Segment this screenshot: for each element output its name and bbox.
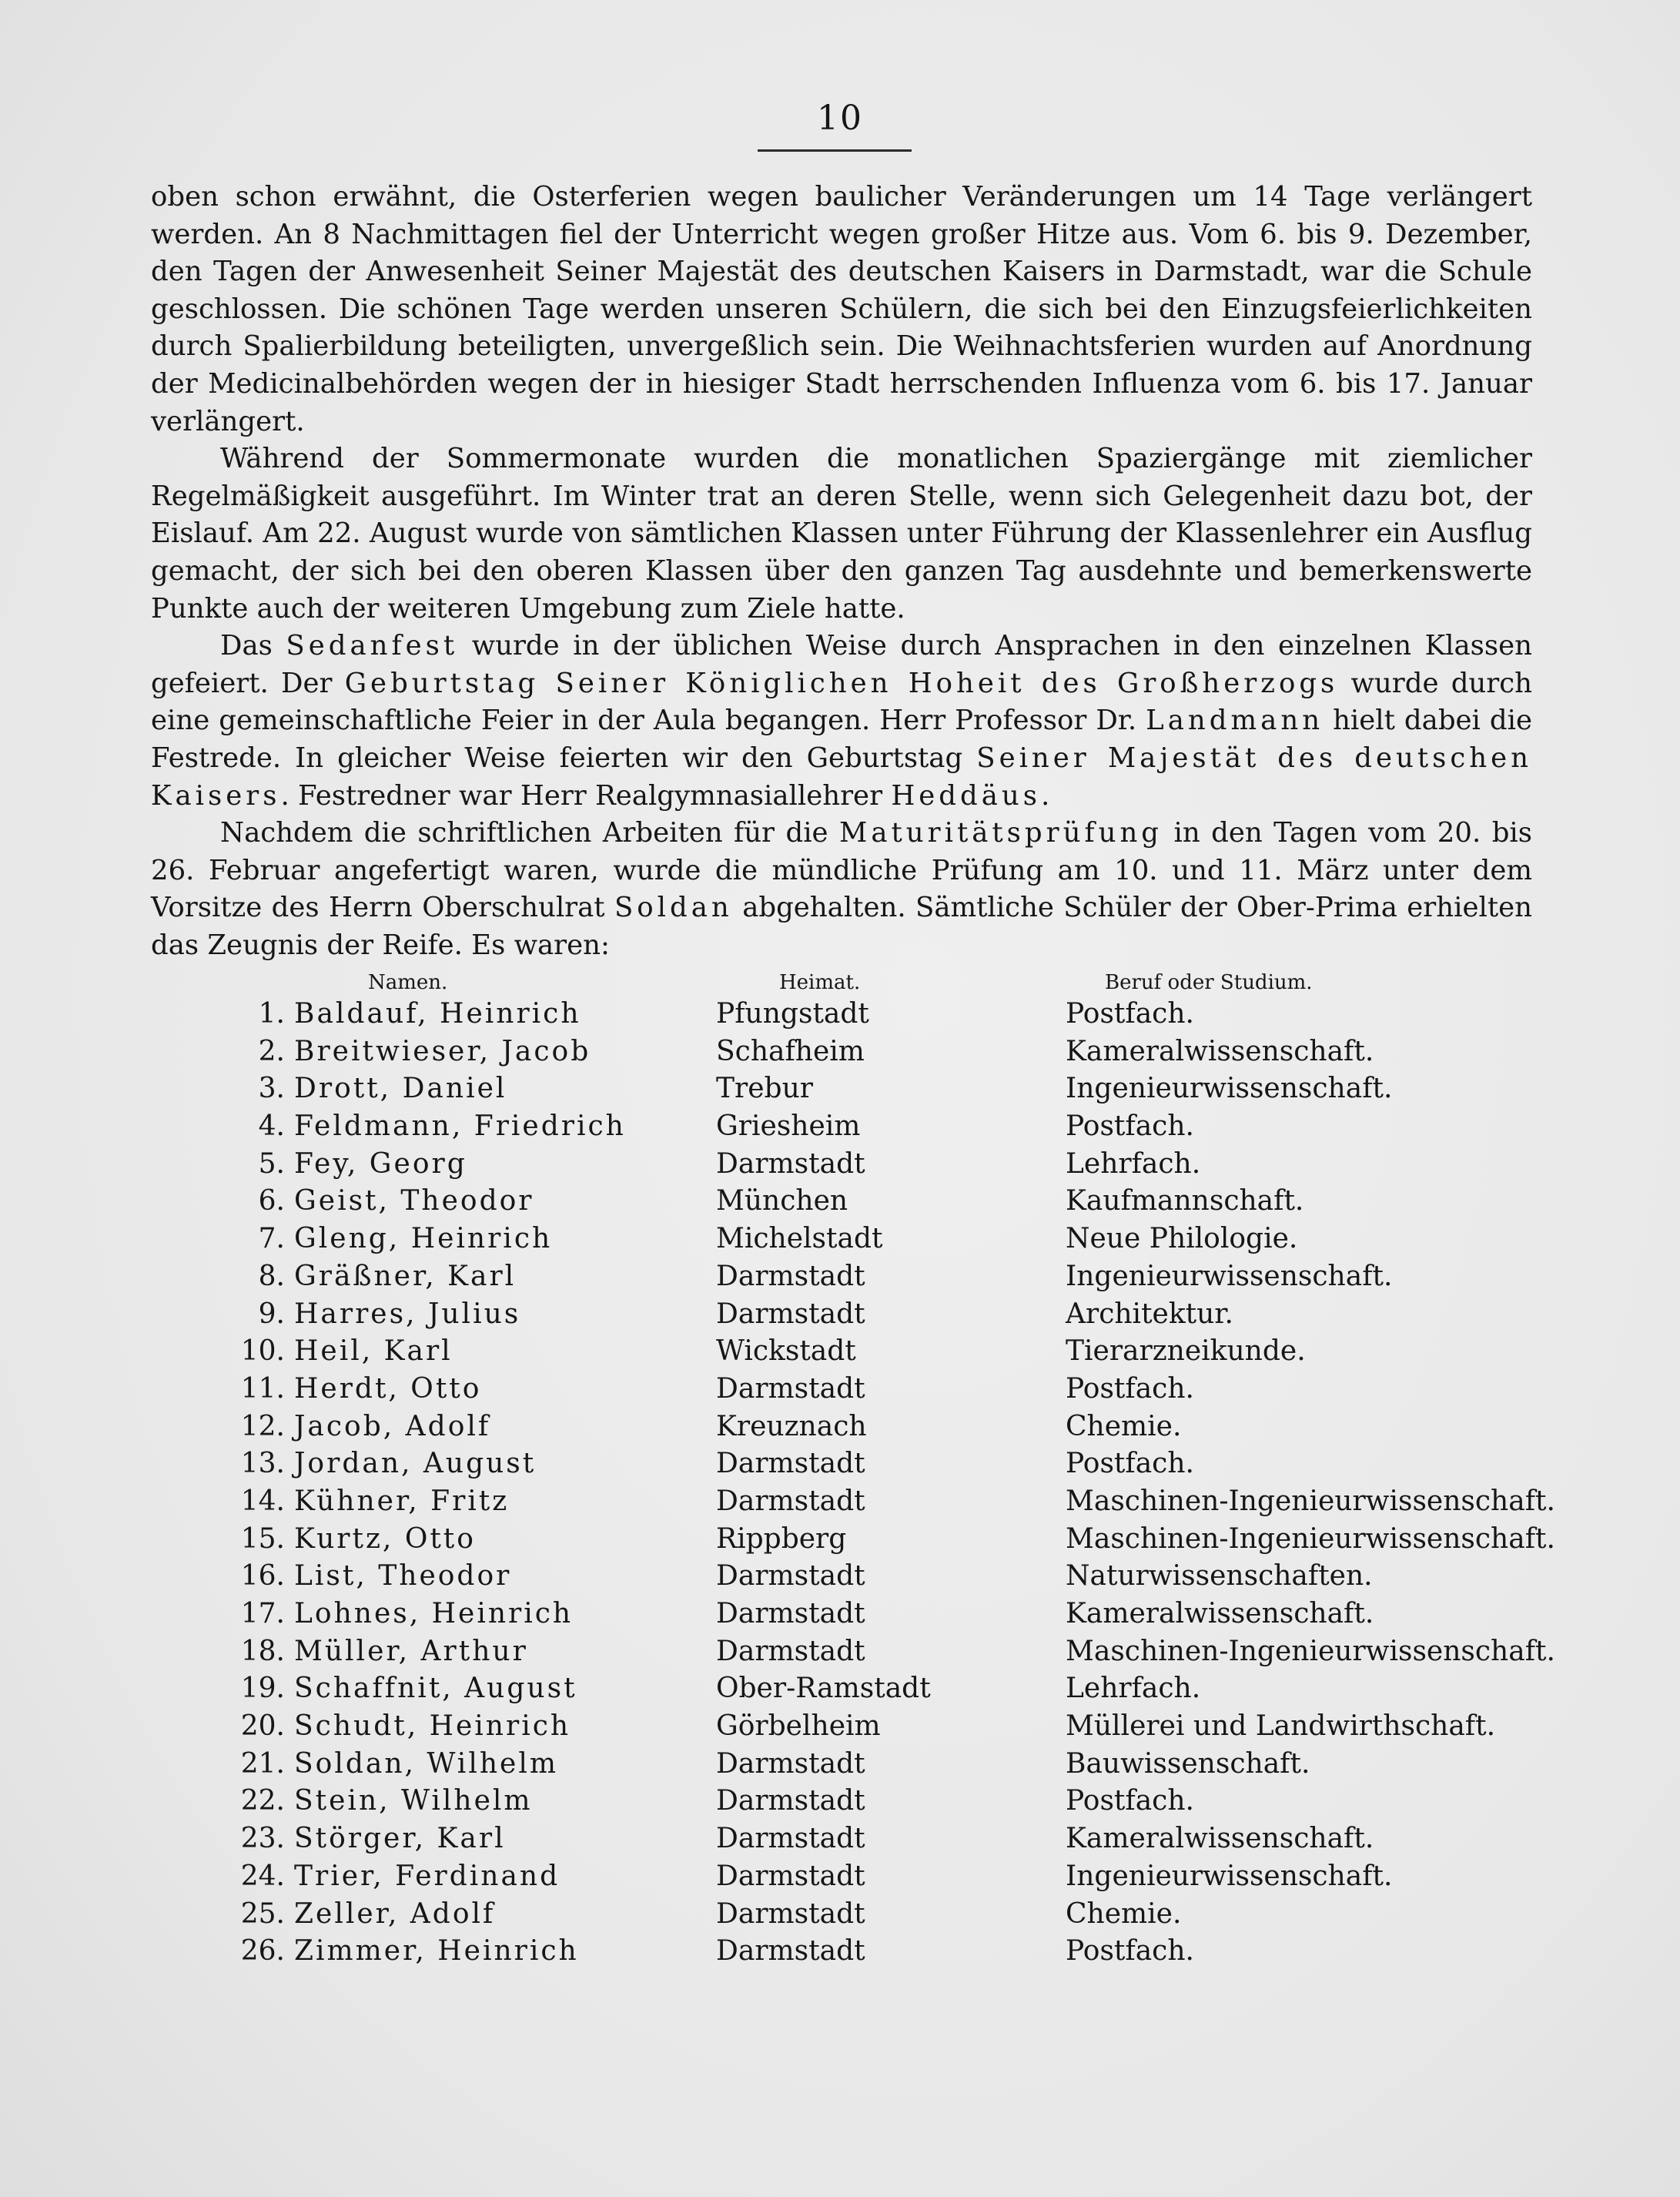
student-name: Drott, Daniel bbox=[294, 1073, 507, 1105]
row-number: 20. bbox=[240, 1710, 285, 1743]
table-row bbox=[0, 1144, 1680, 1181]
student-name: Jordan, August bbox=[294, 1448, 537, 1480]
row-number: 3. bbox=[258, 1073, 285, 1105]
table-row bbox=[0, 1706, 1680, 1743]
student-home: Görbelheim bbox=[716, 1710, 881, 1743]
table-row bbox=[0, 1668, 1680, 1706]
student-home: Darmstadt bbox=[716, 1448, 865, 1480]
table-row bbox=[0, 1743, 1680, 1781]
emphasis-soldan: Soldan bbox=[614, 892, 733, 924]
student-home: Kreuznach bbox=[716, 1410, 867, 1442]
student-name: Störger, Karl bbox=[294, 1823, 506, 1855]
student-profession: Kameralwissenschaft. bbox=[1066, 1598, 1374, 1629]
emphasis-heddaeus: Heddäus bbox=[891, 779, 1041, 812]
table-row bbox=[0, 1519, 1680, 1556]
student-profession: Kameralwissenschaft. bbox=[1066, 1823, 1374, 1855]
student-home: Darmstadt bbox=[716, 1485, 865, 1517]
student-name: Kühner, Fritz bbox=[294, 1485, 510, 1517]
student-profession: Postfach. bbox=[1066, 1448, 1194, 1480]
row-number: 16. bbox=[240, 1560, 285, 1592]
table-row bbox=[0, 1481, 1680, 1519]
table-row bbox=[0, 1406, 1680, 1444]
text-run: Das bbox=[220, 630, 286, 662]
table-row bbox=[0, 1294, 1680, 1331]
row-number: 4. bbox=[258, 1110, 285, 1143]
table-row bbox=[0, 1443, 1680, 1481]
student-home: Darmstadt bbox=[716, 1823, 865, 1855]
emphasis-maturitaetspruefung: Maturitätsprüfung bbox=[839, 817, 1163, 849]
table-row bbox=[0, 1106, 1680, 1144]
student-name: Stein, Wilhelm bbox=[294, 1785, 533, 1817]
student-profession: Postfach. bbox=[1066, 1372, 1194, 1405]
row-number: 26. bbox=[240, 1935, 285, 1968]
student-name: Breitwieser, Jacob bbox=[294, 1035, 591, 1067]
student-name: Harres, Julius bbox=[294, 1298, 521, 1330]
student-list bbox=[0, 993, 1680, 1968]
paragraph-excursions: Während der Sommermonate wurden die monatlichen Spaziergänge mit ziemlicher Regelmäßigkeit ausgeführt. Im Winter trat an deren Stelle, wenn sich Gelegenheit dazu bot, der Eislauf. Am 22. August wurde von sämtlichen Klassen unter Führung der Klassenlehrer ein Ausflug gemacht, der sich bei den oberen Klassen über den ganzen Tag ausdehnte und bemerkenswerte Punkte auch der weiteren Umgebung zum Ziele hatte. bbox=[151, 443, 1532, 625]
text-run: in den Tagen vom 20. bis 26. Februar angefertigt waren, wurde die mündliche Prüfung am 10. und 11. März unter dem Vorsitze des Herrn Oberschulrat bbox=[151, 817, 1532, 924]
student-name: Gleng, Heinrich bbox=[294, 1223, 553, 1255]
student-profession: Kaufmannschaft. bbox=[1066, 1185, 1304, 1217]
table-row bbox=[0, 1068, 1680, 1106]
student-name: List, Theodor bbox=[294, 1560, 512, 1592]
table-row bbox=[0, 1593, 1680, 1631]
student-name: Feldmann, Friedrich bbox=[294, 1110, 626, 1143]
student-profession: Tierarzneikunde. bbox=[1066, 1335, 1306, 1368]
row-number: 6. bbox=[258, 1185, 285, 1217]
student-name: Herdt, Otto bbox=[294, 1372, 482, 1405]
student-profession: Maschinen-Ingenieurwissenschaft. bbox=[1066, 1522, 1555, 1555]
row-number: 7. bbox=[258, 1223, 285, 1255]
text-run: . bbox=[1041, 779, 1050, 812]
student-name: Fey, Georg bbox=[294, 1147, 467, 1180]
row-number: 1. bbox=[258, 998, 285, 1030]
table-row bbox=[0, 1331, 1680, 1368]
emphasis-birthday-grand-duke: Geburtstag Seiner Königlichen Hoheit des Großherzogs bbox=[344, 667, 1339, 699]
student-profession: Lehrfach. bbox=[1066, 1673, 1201, 1705]
student-home: Darmstadt bbox=[716, 1635, 865, 1667]
paragraph-holidays: oben schon erwähnt, die Osterferien wegen baulicher Veränderungen um 14 Tage verlängert werden. An 8 Nachmittagen fiel der Unterricht wegen großer Hitze aus. Vom 6. bis 9. Dezember, den Tagen der Anwesenheit Seiner Majestät des deutschen Kaisers in Darmstadt, war die Schule geschlossen. Die schönen Tage werden unseren Schülern, die sich bei den Einzugsfeierlichkeiten durch Spalierbildung beteiligten, unvergeßlich sein. Die Weihnachtsferien wurden auf Anordnung der Medicinalbehörden wegen der in hiesiger Stadt herrschenden Influenza vom 6. bis 17. Januar verlängert. bbox=[151, 181, 1532, 437]
student-profession: Postfach. bbox=[1066, 1110, 1194, 1143]
page-number-rule bbox=[758, 149, 912, 152]
student-name: Soldan, Wilhelm bbox=[294, 1747, 558, 1780]
student-profession: Postfach. bbox=[1066, 998, 1194, 1030]
row-number: 19. bbox=[240, 1673, 285, 1705]
table-row bbox=[0, 1256, 1680, 1294]
table-row bbox=[0, 1894, 1680, 1931]
student-profession: Neue Philologie. bbox=[1066, 1223, 1298, 1255]
row-number: 17. bbox=[240, 1598, 285, 1629]
student-profession: Ingenieurwissenschaft. bbox=[1066, 1860, 1393, 1892]
header-name: Namen. bbox=[368, 971, 448, 994]
student-name: Müller, Arthur bbox=[294, 1635, 528, 1667]
student-home: Darmstadt bbox=[716, 1935, 865, 1968]
header-home: Heimat. bbox=[779, 971, 861, 994]
student-name: Gräßner, Karl bbox=[294, 1260, 517, 1292]
text-run: Nachdem die schriftlichen Arbeiten für die bbox=[220, 817, 839, 849]
student-name: Zeller, Adolf bbox=[294, 1897, 496, 1930]
student-profession: Müllerei und Landwirthschaft. bbox=[1066, 1710, 1496, 1743]
student-profession: Ingenieurwissenschaft. bbox=[1066, 1073, 1393, 1105]
student-home: Darmstadt bbox=[716, 1747, 865, 1780]
text-run: abgehalten. Sämtliche Schüler der Ober-Prima erhielten das Zeugnis der Reife. Es waren: bbox=[151, 892, 1532, 961]
row-number: 21. bbox=[240, 1747, 285, 1780]
student-profession: Bauwissenschaft. bbox=[1066, 1747, 1310, 1780]
student-profession: Chemie. bbox=[1066, 1897, 1182, 1930]
student-name: Trier, Ferdinand bbox=[294, 1860, 561, 1892]
student-profession: Chemie. bbox=[1066, 1410, 1182, 1442]
paragraph-celebrations bbox=[151, 628, 1532, 815]
table-row bbox=[0, 993, 1680, 1031]
emphasis-emperor: Seiner Majestät des deutschen Kaisers bbox=[151, 742, 1532, 812]
student-home: Michelstadt bbox=[716, 1223, 883, 1255]
emphasis-sedanfest: Sedanfest bbox=[286, 630, 459, 662]
student-home: Darmstadt bbox=[716, 1372, 865, 1405]
student-home: Trebur bbox=[716, 1073, 813, 1105]
student-name: Baldauf, Heinrich bbox=[294, 998, 581, 1030]
row-number: 23. bbox=[240, 1823, 285, 1855]
row-number: 8. bbox=[258, 1260, 285, 1292]
student-home: Schafheim bbox=[716, 1035, 865, 1067]
student-home: Darmstadt bbox=[716, 1598, 865, 1629]
row-number: 5. bbox=[258, 1147, 285, 1180]
student-profession: Naturwissenschaften. bbox=[1066, 1560, 1373, 1592]
table-row bbox=[0, 1631, 1680, 1669]
student-name: Lohnes, Heinrich bbox=[294, 1598, 574, 1629]
student-home: Pfungstadt bbox=[716, 998, 869, 1030]
student-home: Darmstadt bbox=[716, 1785, 865, 1817]
student-profession: Postfach. bbox=[1066, 1785, 1194, 1817]
student-name: Heil, Karl bbox=[294, 1335, 453, 1368]
table-row bbox=[0, 1181, 1680, 1218]
row-number: 24. bbox=[240, 1860, 285, 1892]
student-home: Wickstadt bbox=[716, 1335, 856, 1368]
table-row bbox=[0, 1556, 1680, 1593]
student-name: Schudt, Heinrich bbox=[294, 1710, 571, 1743]
table-row bbox=[0, 1856, 1680, 1894]
student-profession: Lehrfach. bbox=[1066, 1147, 1201, 1180]
text-run: . Festredner war Herr Realgymnasiallehrer bbox=[280, 779, 892, 812]
student-home: München bbox=[716, 1185, 848, 1217]
student-home: Darmstadt bbox=[716, 1860, 865, 1892]
paragraph-examination bbox=[151, 815, 1532, 964]
row-number: 25. bbox=[240, 1897, 285, 1930]
student-home: Darmstadt bbox=[716, 1147, 865, 1180]
table-row bbox=[0, 1031, 1680, 1069]
row-number: 15. bbox=[240, 1522, 285, 1555]
student-profession: Ingenieurwissenschaft. bbox=[1066, 1260, 1393, 1292]
row-number: 10. bbox=[240, 1335, 285, 1368]
student-home: Darmstadt bbox=[716, 1560, 865, 1592]
text-run: wurde durch eine gemeinschaftliche Feier in der Aula begangen. Herr Professor Dr. bbox=[151, 667, 1533, 737]
student-profession: Maschinen-Ingenieurwissenschaft. bbox=[1066, 1635, 1555, 1667]
body-text bbox=[151, 179, 1532, 964]
header-profession: Beruf oder Studium. bbox=[1105, 971, 1313, 994]
student-home: Darmstadt bbox=[716, 1897, 865, 1930]
row-number: 11. bbox=[240, 1372, 285, 1405]
text-run: hielt dabei die Festrede. In gleicher Weise feierten wir den Geburtstag bbox=[151, 705, 1533, 774]
table-row bbox=[0, 1818, 1680, 1856]
student-profession: Architektur. bbox=[1066, 1298, 1234, 1330]
row-number: 18. bbox=[240, 1635, 285, 1667]
table-row bbox=[0, 1780, 1680, 1818]
page-number: 10 bbox=[817, 99, 863, 138]
text-run: wurde in der üblichen Weise durch Ansprachen in den einzelnen Klassen gefeiert. Der bbox=[151, 630, 1532, 699]
student-name: Geist, Theodor bbox=[294, 1185, 534, 1217]
table-row bbox=[0, 1931, 1680, 1968]
student-name: Jacob, Adolf bbox=[294, 1410, 491, 1442]
row-number: 9. bbox=[258, 1298, 285, 1330]
student-name: Kurtz, Otto bbox=[294, 1522, 476, 1555]
student-home: Griesheim bbox=[716, 1110, 861, 1143]
emphasis-landmann: Landmann bbox=[1146, 705, 1324, 737]
row-number: 12. bbox=[240, 1410, 285, 1442]
student-home: Darmstadt bbox=[716, 1260, 865, 1292]
row-number: 14. bbox=[240, 1485, 285, 1517]
student-profession: Postfach. bbox=[1066, 1935, 1194, 1968]
student-name: Zimmer, Heinrich bbox=[294, 1935, 579, 1968]
student-profession: Kameralwissenschaft. bbox=[1066, 1035, 1374, 1067]
row-number: 22. bbox=[240, 1785, 285, 1817]
student-profession: Maschinen-Ingenieurwissenschaft. bbox=[1066, 1485, 1555, 1517]
student-home: Ober-Ramstadt bbox=[716, 1673, 931, 1705]
table-row bbox=[0, 1368, 1680, 1406]
row-number: 13. bbox=[240, 1448, 285, 1480]
student-home: Rippberg bbox=[716, 1522, 847, 1555]
row-number: 2. bbox=[258, 1035, 285, 1067]
student-name: Schaffnit, August bbox=[294, 1673, 577, 1705]
student-home: Darmstadt bbox=[716, 1298, 865, 1330]
table-row bbox=[0, 1218, 1680, 1256]
